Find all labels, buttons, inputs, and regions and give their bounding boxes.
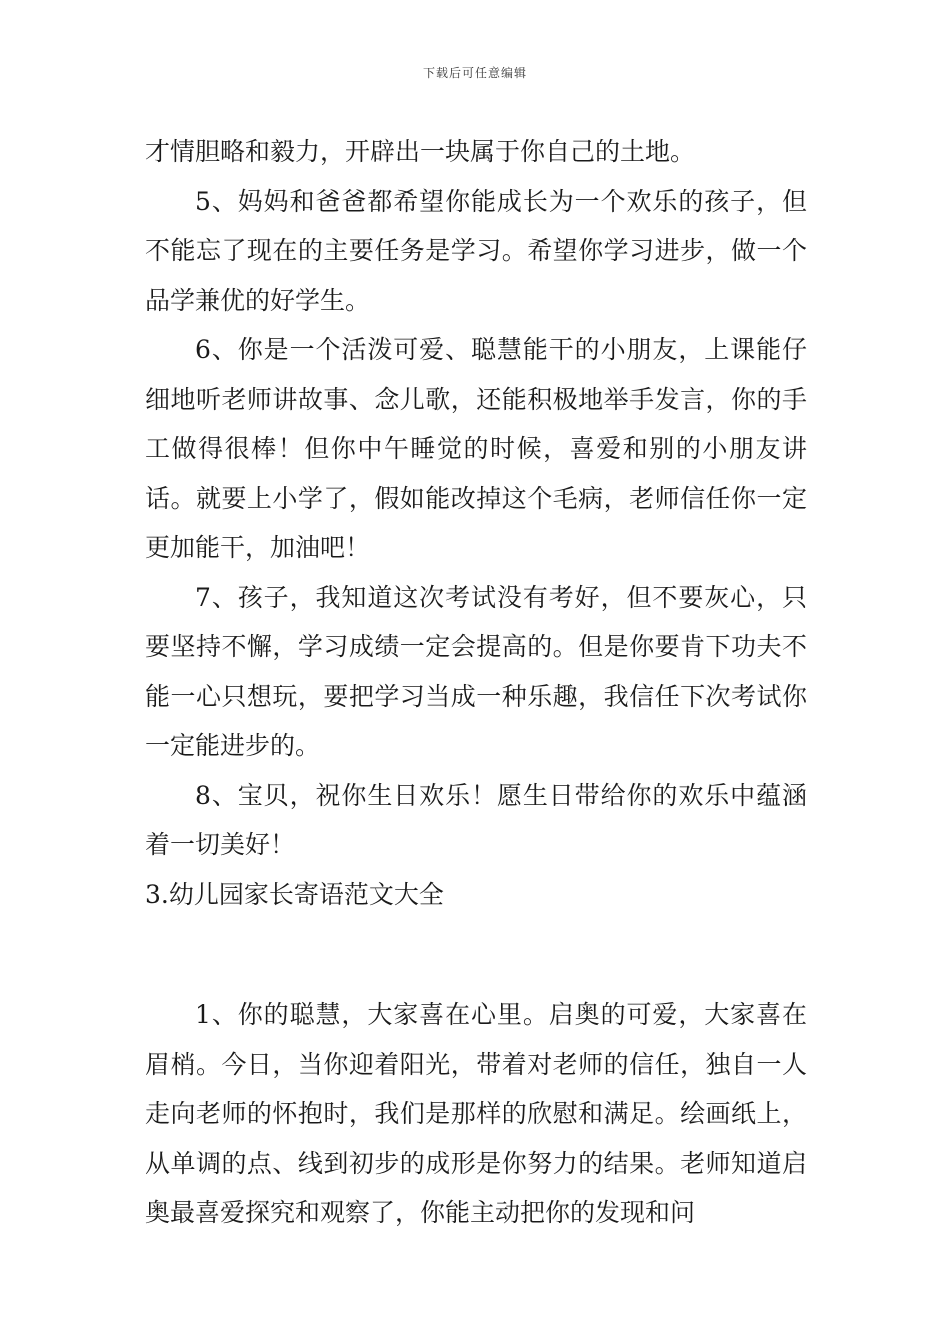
section-spacer [145, 919, 807, 990]
paragraph-continuation: 才情胆略和毅力，开辟出一块属于你自己的土地。 [145, 137, 696, 166]
paragraph-section-item-1: 1、你的聪慧，大家喜在心里。启奥的可爱，大家喜在眉梢。今日，当你迎着阳光，带着对老师的信任，独自一人走向老师的怀抱时，我们是那样的欣慰和满足。绘画纸上，从单调的点、线到初步的成形是你努力的结果。老师知道启奥最喜爱探究和观察了，你能主动把你的发现和问 [145, 1000, 807, 1227]
page-header: 下载后可任意编辑 [422, 66, 527, 80]
paragraph-item-7: 7、孩子，我知道这次考试没有考好，但不要灰心，只要坚持不懈，学习成绩一定会提高的。但是你要肯下功夫不能一心只想玩，要把学习当成一种乐趣，我信任下次考试你一定能进步的。 [145, 582, 807, 760]
document-body [145, 127, 807, 1238]
paragraph-item-5: 5、妈妈和爸爸都希望你能成长为一个欢乐的孩子，但不能忘了现在的主要任务是学习。希望你学习进步，做一个品学兼优的好学生。 [145, 186, 807, 315]
paragraph-item-6: 6、你是一个活泼可爱、聪慧能干的小朋友，上课能仔细地听老师讲故事、念儿歌，还能积极地举手发言，你的手工做得很棒！但你中午睡觉的时候，喜爱和别的小朋友讲话。就要上小学了，假如能改掉这个毛病，老师信任你一定更加能干，加油吧！ [145, 335, 807, 562]
section-heading: 3.幼儿园家长寄语范文大全 [145, 879, 444, 909]
paragraph-item-8: 8、宝贝，祝你生日欢乐！愿生日带给你的欢乐中蕴涵着一切美好！ [145, 780, 807, 859]
